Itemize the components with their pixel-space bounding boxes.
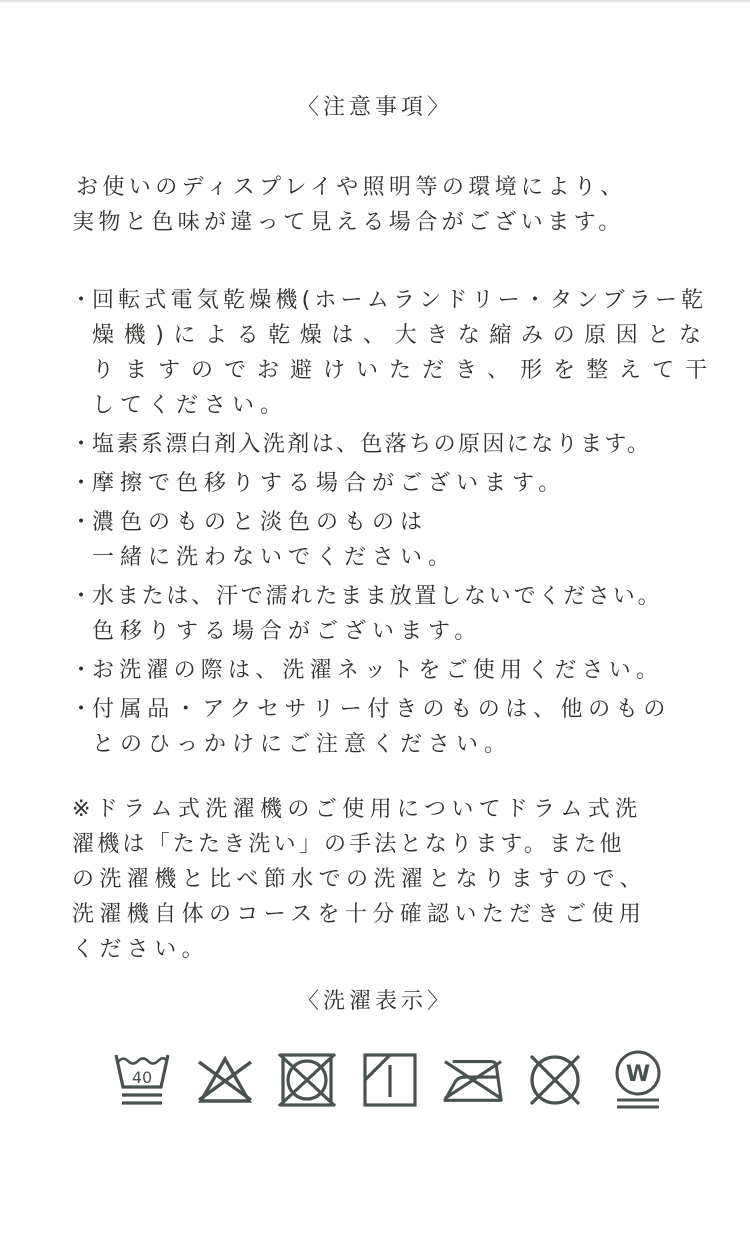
line-dry-shade-icon bbox=[358, 1048, 422, 1112]
bullet-mark: ・ bbox=[70, 697, 97, 722]
note-line: ※ドラム式洗濯機のご使用についてドラム式洗 bbox=[72, 797, 643, 822]
intro-line: 実物と色味が違って見える場合がございます。 bbox=[72, 210, 625, 235]
note-line: 洗濯機自体のコースを十分確認いただきご使用 bbox=[72, 902, 647, 927]
intro-line: お使いのディスプレイや照明等の環境により、 bbox=[76, 175, 627, 200]
precaution-line: 色移りする場合がございます。 bbox=[92, 619, 483, 644]
no-tumble-dry-icon bbox=[275, 1048, 339, 1112]
no-bleach-icon bbox=[193, 1048, 257, 1112]
bullet-mark: ・ bbox=[70, 584, 97, 609]
precaution-line: 一緒に洗わないでください。 bbox=[92, 545, 457, 570]
display-color-disclaimer bbox=[72, 170, 692, 240]
precaution-line: 濃色のものと淡色のものは bbox=[92, 510, 429, 535]
precaution-chlorine-bleach bbox=[70, 427, 700, 462]
bullet-mark: ・ bbox=[70, 658, 97, 683]
precaution-line: 燥機)による乾燥は、大きな縮みの原因とな bbox=[92, 323, 711, 348]
care-label-icons bbox=[110, 1048, 670, 1112]
precautions-heading: 〈注意事項〉 bbox=[296, 95, 453, 120]
precaution-wet-leave bbox=[70, 579, 700, 649]
note-line: ください。 bbox=[72, 937, 210, 962]
precaution-line: 摩擦で色移りする場合がございます。 bbox=[92, 471, 567, 496]
precaution-line: 付属品・アクセサリー付きのものは、他のもの bbox=[92, 697, 671, 722]
care-labels-heading: 〈洗濯表示〉 bbox=[296, 989, 453, 1014]
precaution-line: とのひっかけにご注意ください。 bbox=[92, 732, 513, 757]
precaution-line: りますのでお避けいただき、形を整えて干 bbox=[92, 358, 719, 383]
bullet-mark: ・ bbox=[70, 288, 97, 313]
precaution-friction bbox=[70, 466, 700, 501]
precaution-laundry-net bbox=[70, 653, 700, 688]
precaution-line: 水または、汗で濡れたまま放置しないでください。 bbox=[92, 584, 663, 609]
precaution-line: お洗濯の際は、洗濯ネットをご使用ください。 bbox=[92, 658, 664, 683]
wash-temperature-label: 40 bbox=[131, 1068, 153, 1087]
bullet-mark: ・ bbox=[70, 510, 97, 535]
precaution-line: 塩素系漂白剤入洗剤は、色落ちの原因になります。 bbox=[92, 432, 652, 457]
note-line: の洗濯機と比べ節水での洗濯となりますので、 bbox=[72, 867, 647, 892]
precaution-line: 回転式電気乾燥機(ホームランドリー・タンブラー乾 bbox=[92, 288, 708, 313]
no-dry-clean-icon bbox=[523, 1048, 587, 1112]
wet-clean-letter: W bbox=[625, 1062, 651, 1087]
precaution-accessories bbox=[70, 692, 700, 762]
precautions-list bbox=[70, 283, 719, 766]
bullet-mark: ・ bbox=[70, 432, 97, 457]
precaution-separate-colors bbox=[70, 505, 700, 575]
wash-40-gentle-icon bbox=[110, 1048, 174, 1112]
note-line: 濯機は「たたき洗い」の手法となります。また他 bbox=[72, 832, 625, 857]
precaution-line: してください。 bbox=[92, 393, 289, 418]
precaution-tumble-dry bbox=[70, 283, 719, 423]
drum-washer-note bbox=[72, 792, 692, 967]
bullet-mark: ・ bbox=[70, 471, 97, 496]
top-divider bbox=[0, 0, 750, 2]
wet-clean-gentle-icon bbox=[606, 1048, 670, 1112]
no-iron-icon bbox=[441, 1048, 505, 1112]
